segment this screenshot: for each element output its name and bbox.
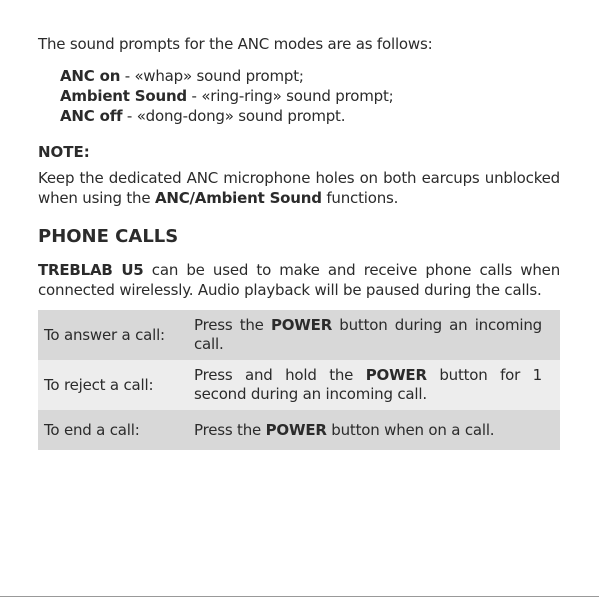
call-action-instruction (188, 360, 560, 410)
page-bottom-divider (0, 596, 599, 597)
instruction-text: Press the (194, 316, 271, 334)
call-action-label: To answer a call: (38, 310, 188, 360)
note-text-before: Keep the dedicated ANC microphone holes on both earcups unblocked when using the (38, 169, 560, 207)
note-heading: NOTE: (38, 143, 90, 161)
mode-name: ANC on (60, 67, 121, 85)
phone-calls-text (38, 260, 560, 300)
note-text (38, 168, 560, 208)
mode-desc: - «ring-ring» sound prompt; (186, 87, 394, 105)
mode-desc: - «dong-dong» sound prompt. (122, 107, 346, 125)
instruction-text: button for 1 second during an incoming call. (194, 366, 542, 403)
anc-modes-list (60, 66, 560, 126)
instruction-text: button when on a call. (326, 420, 495, 439)
call-action-label: To reject a call: (38, 360, 188, 410)
mode-desc: - «whap» sound prompt; (120, 67, 304, 85)
table-row (38, 310, 560, 360)
instruction-text: Press the (194, 420, 266, 439)
call-action-instruction (188, 310, 560, 360)
note-text-after: functions. (321, 189, 399, 207)
anc-intro-text: The sound prompts for the ANC modes are as follows: (38, 35, 433, 53)
call-action-label: To end a call: (38, 410, 188, 450)
phone-calls-heading: PHONE CALLS (38, 226, 179, 247)
instruction-bold: POWER (265, 420, 327, 439)
list-item (60, 66, 560, 86)
instruction-text: button during an incoming call. (194, 316, 543, 353)
mode-name: ANC off (60, 107, 123, 125)
call-action-instruction (188, 410, 560, 450)
phone-calls-description: can be used to make and receive phone calls when connected wirelessly. Audio playback will be paused during the calls. (38, 261, 561, 299)
product-name: TREBLAB U5 (38, 261, 144, 279)
note-text-bold: ANC/Ambient Sound (154, 189, 322, 207)
manual-page (38, 34, 560, 450)
instruction-bold: POWER (270, 316, 333, 334)
instruction-bold: POWER (365, 366, 427, 384)
table-row (38, 410, 560, 450)
list-item (60, 86, 560, 106)
table-row (38, 360, 560, 410)
list-item (60, 106, 560, 126)
phone-calls-table (38, 310, 560, 450)
mode-name: Ambient Sound (60, 87, 187, 105)
instruction-text: Press and hold the (194, 366, 366, 384)
